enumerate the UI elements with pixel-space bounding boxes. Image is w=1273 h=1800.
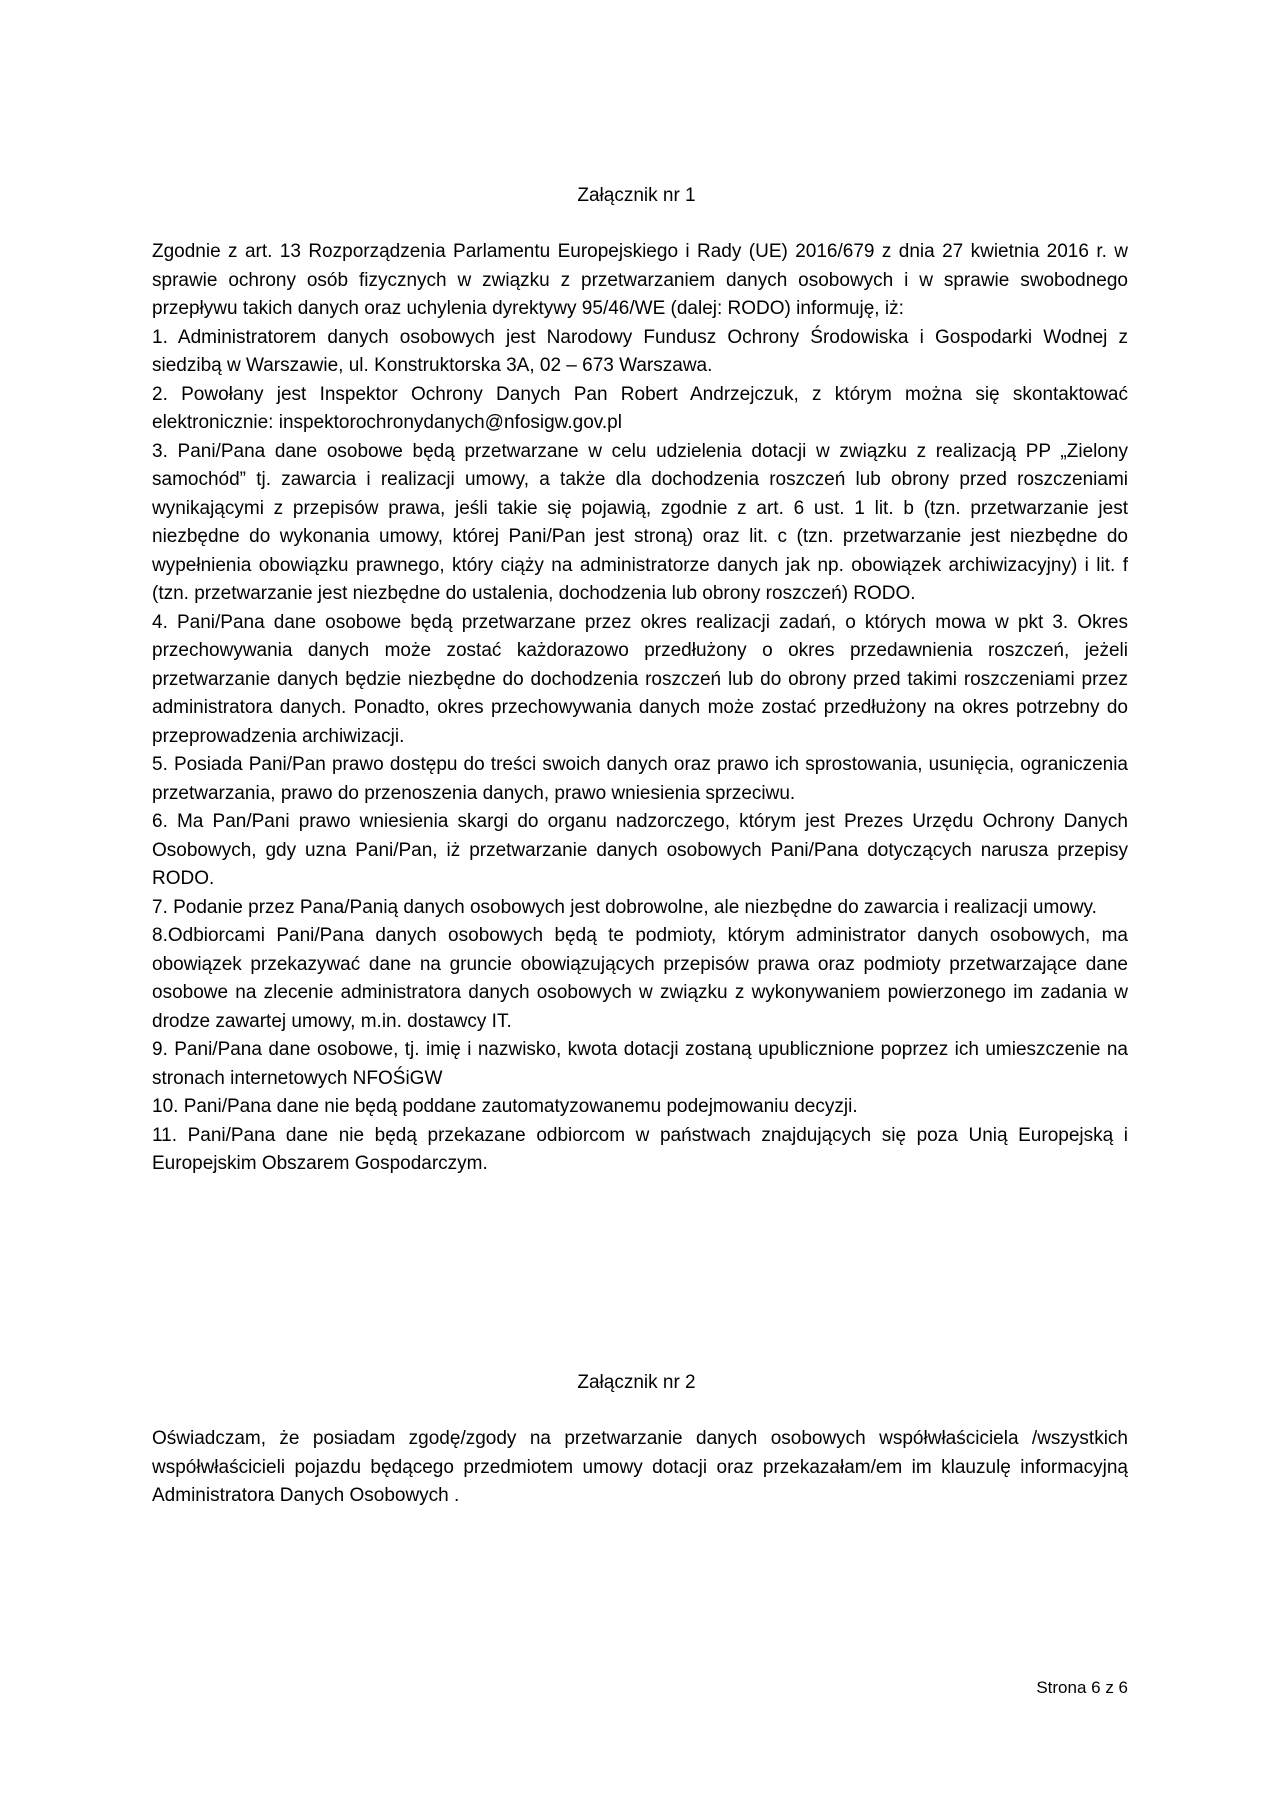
attachment-2-body — [152, 1425, 1128, 1511]
attachment-1-body — [152, 238, 1128, 1179]
list-item-8: 8.Odbiorcami Pani/Pana danych osobowych będą te podmioty, którym administrator danych osobowych, ma obowiązek przekazywać dane na gruncie obowiązujących przepisów prawa oraz podmioty przetwarzające dane osobowe na zlecenie administratora danych osobowych w związku z wykonywaniem powierzonego im zadania w drodze zawartej umowy, m.in. dostawcy IT. — [152, 925, 1128, 1032]
list-item-7: 7. Podanie przez Pana/Panią danych osobowych jest dobrowolne, ale niezbędne do zawarcia i realizacji umowy. — [152, 896, 1097, 918]
attachment-1-heading: Załącznik nr 1 — [577, 185, 696, 206]
attachment-2-heading: Załącznik nr 2 — [577, 1372, 696, 1393]
list-item-11: 11. Pani/Pana dane nie będą przekazane odbiorcom w państwach znajdujących się poza Unią Europejską i Europejskim Obszarem Gospodarczym. — [152, 1124, 1128, 1174]
declaration-paragraph: Oświadczam, że posiadam zgodę/zgody na przetwarzanie danych osobowych współwłaściciela /wszystkich współwłaścicieli pojazdu będącego przedmiotem umowy dotacji oraz przekazałam/em im klauzulę informacyjną Administratora Danych Osobowych . — [152, 1428, 1128, 1506]
list-item-10: 10. Pani/Pana dane nie będą poddane zautomatyzowanemu podejmowaniu decyzji. — [152, 1096, 858, 1117]
list-item-1: 1. Administratorem danych osobowych jest Narodowy Fundusz Ochrony Środowiska i Gospodarki Wodnej z siedzibą w Warszawie, ul. Konstruktorska 3A, 02 – 673 Warszawa. — [152, 326, 1128, 376]
list-item-2: 2. Powołany jest Inspektor Ochrony Danych Pan Robert Andrzejczuk, z którym można się skontaktować elektronicznie: inspektorochronydanych@nfosigw.gov.pl — [152, 383, 1128, 433]
list-item-4: 4. Pani/Pana dane osobowe będą przetwarzane przez okres realizacji zadań, o których mowa w pkt 3. Okres przechowywania danych może zostać każdorazowo przedłużony o okres przedawnienia roszczeń, jeżeli przetwarzanie danych będzie niezbędne do dochodzenia roszczeń lub do obrony przed takimi roszczeniami przez administratora danych. Ponadto, okres przechowywania danych może zostać przedłużony na okres potrzebny do przeprowadzenia archiwizacji. — [152, 611, 1128, 747]
list-item-6: 6. Ma Pan/Pani prawo wniesienia skargi do organu nadzorczego, którym jest Prezes Urzędu Ochrony Danych Osobowych, gdy uzna Pani/Pan, iż przetwarzanie danych osobowych Pani/Pana dotyczących narusza przepisy RODO. — [152, 811, 1128, 889]
intro-paragraph: Zgodnie z art. 13 Rozporządzenia Parlamentu Europejskiego i Rady (UE) 2016/679 z dnia 27 kwietnia 2016 r. w sprawie ochrony osób fizycznych w związku z przetwarzaniem danych osobowych i w sprawie swobodnego przepływu takich danych oraz uchylenia dyrektywy 95/46/WE (dalej: RODO) informuję, iż: — [152, 241, 1128, 319]
list-item-5: 5. Posiada Pani/Pan prawo dostępu do treści swoich danych oraz prawo ich sprostowania, usunięcia, ograniczenia przetwarzania, prawo do przenoszenia danych, prawo wniesienia sprzeciwu. — [152, 754, 1128, 804]
list-item-9: 9. Pani/Pana dane osobowe, tj. imię i nazwisko, kwota dotacji zostaną upublicznione poprzez ich umieszczenie na stronach internetowych NFOŚiGW — [152, 1039, 1128, 1089]
list-item-3: 3. Pani/Pana dane osobowe będą przetwarzane w celu udzielenia dotacji w związku z realizacją PP „Zielony samochód” tj. zawarcia i realizacji umowy, a także dla dochodzenia roszczeń lub obrony przed roszczeniami wynikającymi z przepisów prawa, jeśli takie się pojawią, zgodnie z art. 6 ust. 1 lit. b (tzn. przetwarzanie jest niezbędne do wykonania umowy, której Pani/Pan jest stroną) oraz lit. c (tzn. przetwarzanie jest niezbędne do wypełnienia obowiązku prawnego, który ciąży na administratorze danych jak np. obowiązek archiwizacyjny) i lit. f (tzn. przetwarzanie jest niezbędne do ustalenia, dochodzenia lub obrony roszczeń) RODO. — [152, 440, 1128, 604]
page-number: Strona 6 z 6 — [1036, 1678, 1128, 1697]
